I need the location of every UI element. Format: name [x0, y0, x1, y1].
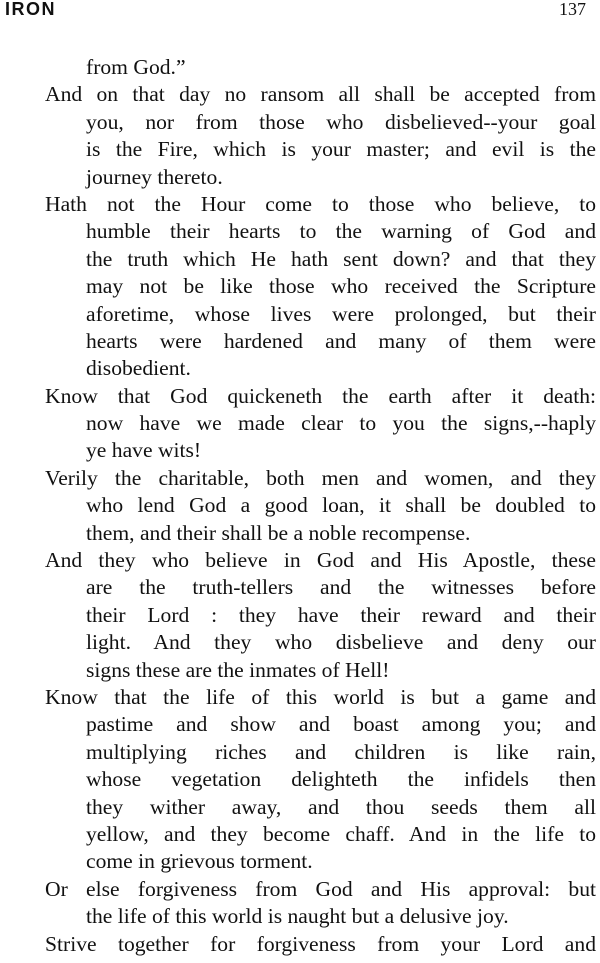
text-line: come in grievous torment. [86, 849, 313, 874]
page-number: 137 [559, 0, 586, 19]
text-line: who lend God a good loan, it shall be doubled to [86, 493, 596, 518]
text-line: now have we made clear to you the signs,--haply [86, 411, 596, 436]
verse-paragraph [45, 876, 596, 931]
text-line: them, and their shall be a noble recompense. [86, 520, 471, 545]
text-line: And on that day no ransom all shall be accepted from [45, 82, 596, 107]
text-line: may not be like those who received the Scripture [86, 274, 596, 299]
body-text [45, 54, 596, 958]
text-line: signs these are the inmates of Hell! [86, 657, 390, 682]
verse-paragraph [45, 931, 596, 958]
running-head: IRON [5, 0, 56, 19]
verse-paragraph [45, 383, 596, 465]
text-line: yellow, and they become chaff. And in the life to [86, 821, 596, 846]
text-line: they wither away, and thou seeds them all [86, 794, 596, 819]
verse-paragraph [45, 54, 596, 81]
text-line: humble their hearts to the warning of God and [86, 219, 596, 244]
text-line: journey thereto. [86, 164, 223, 189]
text-line: the truth which He hath sent down? and that they [86, 246, 596, 271]
text-line: hearts were hardened and many of them were [86, 328, 596, 353]
verse-paragraph [45, 191, 596, 383]
verse-paragraph [45, 465, 596, 547]
text-line: the life of this world is naught but a delusive joy. [86, 904, 509, 929]
verse-paragraph [45, 684, 596, 876]
text-line: And they who believe in God and His Apostle, these [45, 548, 596, 573]
text-line: Know that the life of this world is but a game and [45, 684, 596, 709]
text-line: is the Fire, which is your master; and evil is the [86, 137, 596, 162]
text-line: Strive together for forgiveness from your Lord and [45, 931, 596, 956]
text-line: multiplying riches and children is like rain, [86, 739, 596, 764]
text-line: pastime and show and boast among you; and [86, 712, 596, 737]
text-line: you, nor from those who disbelieved--your goal [86, 109, 596, 134]
page-header [0, 0, 600, 24]
text-line: disobedient. [86, 356, 191, 381]
text-line: Know that God quickeneth the earth after it death: [45, 383, 596, 408]
verse-paragraph [45, 81, 596, 191]
text-line: light. And they who disbelieve and deny our [86, 630, 596, 655]
text-line: whose vegetation delighteth the infidels then [86, 767, 596, 792]
text-line: their Lord : they have their reward and their [86, 602, 596, 627]
text-line: aforetime, whose lives were prolonged, but their [86, 301, 596, 326]
text-line: ye have wits! [86, 438, 202, 463]
text-line: Or else forgiveness from God and His approval: but [45, 876, 596, 901]
text-line: are the truth-tellers and the witnesses before [86, 575, 596, 600]
text-line: Hath not the Hour come to those who believe, to [45, 191, 596, 216]
verse-paragraph [45, 547, 596, 684]
text-line: Verily the charitable, both men and women, and they [45, 465, 596, 490]
text-line: from God.” [86, 55, 186, 79]
